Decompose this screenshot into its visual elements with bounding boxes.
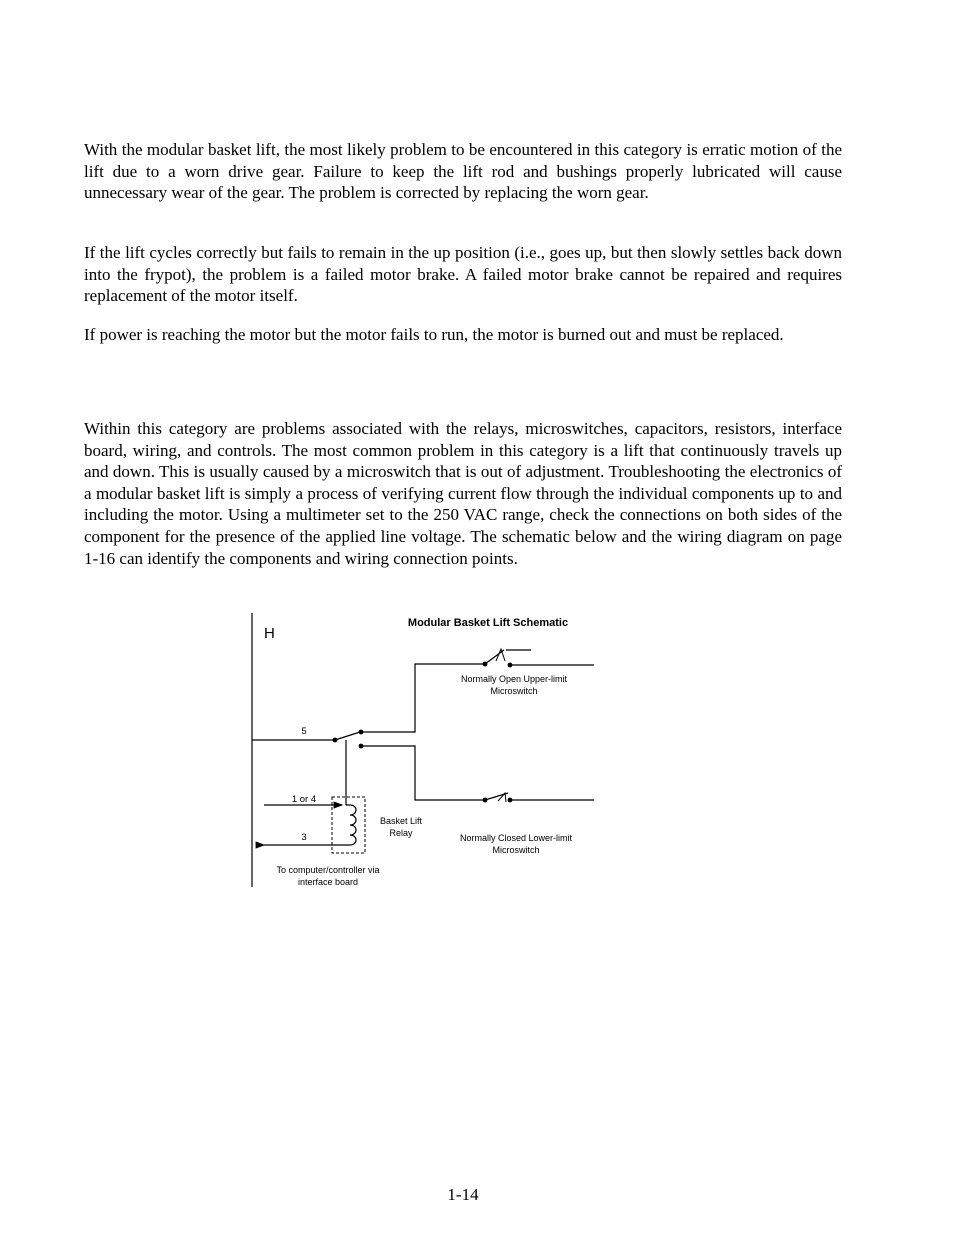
upper-switch-blade bbox=[485, 650, 504, 664]
upper-switch-label-1: Normally Open Upper-limit bbox=[460, 674, 568, 684]
lower-switch-label-1: Normally Closed Lower-limit bbox=[459, 833, 573, 843]
paragraph-motor-brake: If the lift cycles correctly but fails to remain in the up position (i.e., goes up, but then slowly settles back down into the frypot), the problem is a failed motor brake. A failed motor brake cannot be repaired and requires replacement of the motor itself. bbox=[84, 243, 842, 306]
relay-label-1: Basket Lift bbox=[379, 816, 423, 826]
relay-label-2: Relay bbox=[389, 828, 413, 838]
relay-coil-icon bbox=[346, 805, 356, 845]
bus-label: H bbox=[264, 625, 275, 642]
relay-contact-arm bbox=[335, 732, 360, 740]
basket-lift-schematic bbox=[240, 605, 620, 895]
wire-1or4-label: 1 or 4 bbox=[291, 794, 317, 805]
paragraph-worn-gear: With the modular basket lift, the most likely problem to be encountered in this category is erratic motion of the lift due to a worn drive gear. Failure to keep the lift rod and bushings properly lubricated will cause unnecessary wear of the gear. The problem is corrected by replacing the worn gear. bbox=[84, 140, 842, 203]
paragraph-electronics: Within this category are problems associated with the relays, microswitches, capacitors, resistors, interface board, wiring, and controls. The most common problem in this category is a lift that continuously travels up and down. This is usually caused by a microswitch that is out of adjustment. Troubleshooting the electronics of a modular basket lift is simply a process of verifying current flow through the individual components up to and including the motor. Using a multimeter set to the 250 VAC range, check the connections on both sides of the component for the presence of the applied line voltage. The schematic below and the wiring diagram on page 1-16 can identify the components and wiring connection points. bbox=[84, 419, 842, 568]
wire-3-label: 3 bbox=[301, 832, 307, 843]
paragraph-burned-motor: If power is reaching the motor but the motor fails to run, the motor is burned out and must be replaced. bbox=[84, 325, 784, 344]
lower-branch-wire bbox=[361, 746, 485, 800]
interface-label-2: interface board bbox=[297, 877, 359, 887]
wire-5-label: 5 bbox=[301, 726, 307, 737]
upper-switch-label-2: Microswitch bbox=[490, 686, 538, 696]
page-number: 1-14 bbox=[447, 1185, 479, 1204]
schematic-title: Modular Basket Lift Schematic bbox=[407, 617, 569, 629]
lower-switch-label-2: Microswitch bbox=[492, 845, 540, 855]
interface-label-1: To computer/controller via bbox=[276, 865, 380, 875]
